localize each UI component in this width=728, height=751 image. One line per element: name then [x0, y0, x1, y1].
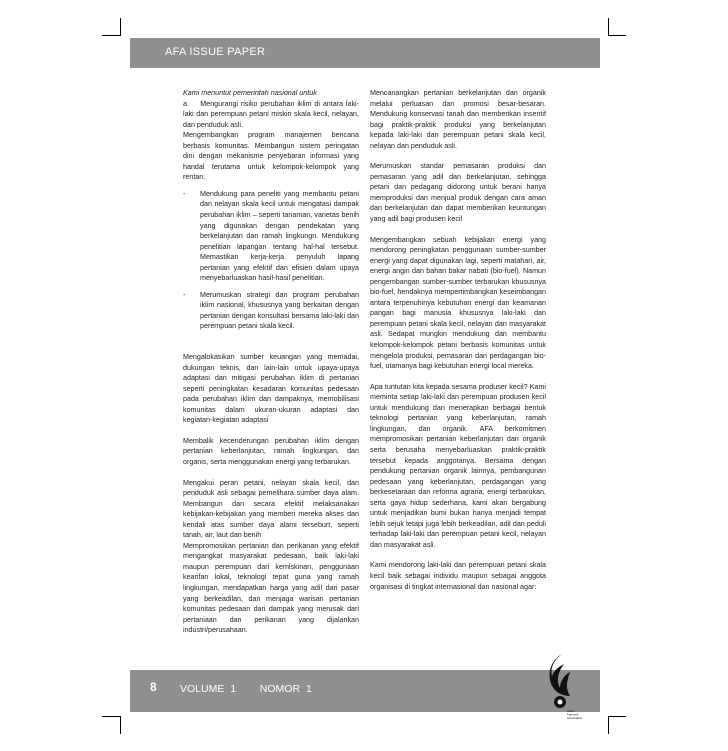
crop-mark: [608, 18, 609, 36]
right-column: [370, 88, 546, 592]
paragraph: Mencanangkan pertanian berkelanjutan dan organik melalui perluasan dan promosi besar-besaran. Mendukung konservasi tanah dan memberikan insentif bagi praktik-praktik produksi yang berkelanjutan kepada laki-laki dan perempuan petani skala kecil, nelayan dan penduduk asli.: [370, 89, 546, 150]
paragraph: Mengembangkan program manajemen bencana berbasis komunitas. Membangun sistem peringatan dini dengan mekanisme penyebaran informasi yang handal terutama untuk kelompok-kelompok yang rentan.: [183, 131, 359, 182]
volume-label: [180, 683, 312, 695]
crop-mark: [608, 716, 609, 734]
paragraph: Mengalokasikan sumber keuangan yang memadai, dukungan teknis, dan lain-lain untuk upaya-upaya adaptasi dan mitigasi perubahan iklim di pertanian seperti peningkatan kesadaran komunitas pedesaan pada perubahan iklim dan dampaknya, memobilisasi komunitas dalam ukuran-ukuran adaptasi dan kegiatan-kegiatan adaptasi: [183, 353, 359, 425]
crop-mark: [608, 716, 626, 717]
paragraph: Mengembangkan sebuah kebijakan energi yang mendorong peningkatan penggunaan sumber-sumber energi yang dapat digunakan lagi, seperti matahari, air, energi angin dan bahan bakar nabati (bio-fuel). Namun pengembangan sumber-sumber terbarukan khususnya bio-fuel, hendaknya mempertimbangkan keseimbangan antara terpenuhinya kebutuhan energi dan keamanan pangan bagi manusia khususnya laki-laki dan perempuan petani skala kecil, nelayan dan masyarakat asli. Sedapat mungkin mendukung dan membantu kelompok-kelompok petani berbasis komunitas untuk mengelola produksi, pemasaran dan perdagangan bio-fuel, utamanya bagi kebutuhan energi local mereka.: [370, 235, 546, 371]
volume-text: VOLUME 1: [180, 683, 237, 695]
left-column: [183, 88, 359, 636]
bullet-text: Merumuskan strategi dan program perubahan iklim nasional, khususnya yang berkaitan dengan pertanian dengan konsultasi bersama laki-laki dan perempuan petani skala kecil.: [200, 290, 359, 331]
svg-text:Asian: Asian: [567, 709, 575, 713]
nomor-text: NOMOR 1: [259, 683, 312, 695]
crop-mark: [608, 35, 626, 36]
crop-mark: [102, 716, 120, 717]
paragraph: Mengakui peran petani, nelayan skala kecil, dan penduduk asli sebagai pemelihara sumber daya alam. Membangun dan secara efektif melaksanakan kebijakan-kebijakan yang memberi mereka akses dan kendali atas sumber daya alami terseburt, seperti tanah, air, laut dan benih: [183, 478, 359, 540]
paragraph: Mempromosikan pertanian dan perikanan yang efektif mengangkat masyarakat pedesaan, baik laki-laki maupun perempuan dari kemiskinan, penggunaan kearifan lokal, teknologi tepat guna yang ramah lingkungan, mendapatkan harga yang adil dari pasar yang berkeadilan, dan menjaga warisan pertanian komunitas pedesaan dari dampak yang merusak dari pertaniaan dan perikanan yang dijalankan industri/perusahaan.: [183, 541, 359, 635]
item-a: a. Mengurangi risiko perubahan iklim di antara laki-laki dan perempuan petani miskin skala kecil, nelayan, dan penduduk asli.: [183, 99, 359, 129]
paragraph: Kami mendorong laki-laki dan perempuan petani skala kecil baik sebagai individu maupun sebagai anggota organisasi di tingkat internasional dan nasional agar:: [370, 561, 546, 591]
crop-mark: [120, 18, 121, 36]
intro-italic: Kami menuntut pemerintah nasional untuk: [183, 89, 317, 97]
bullet-dash: -: [183, 290, 186, 299]
paragraph: Merumuskan standar pemasaran produksi dan pemasaran yang adil dan berkelanjutan, sehingga petani dan pedagang didorong untuk berani hanya memproduksi dan menjual produk dengan cara aman dan berkelanjutan dan dapat memberikan keuntungan yang adil bagi produsen kecil: [370, 162, 546, 224]
crop-mark: [120, 716, 121, 734]
crop-mark: [102, 35, 120, 36]
afa-logo-icon: [540, 650, 583, 720]
bullet-dash: -: [183, 189, 186, 198]
paragraph: Membalik kecenderungan perubahan iklim dengan pertanian keberlanjutan, ramah lingkungan, dan organis, serta menggunakan energi yang terbarukan.: [183, 436, 359, 466]
paragraph: Apa tuntutan kita kepada sesama produser kecil? Kami meminta setiap laki-laki dan perempuan produsen kecil untuk mendukung dan menerapkan berbagai bentuk teknologi pertanian yang keberlanjutan, ramah lingkungan, dan organik. AFA berkomitmen mempromosikan pertanian keberlanjutan dan organik serta berusaha menyebarluaskan praktik-praktik tersebut kepada anggotanya. Bersama dengan pendukung pertanian organik lainnya, pembangunan pedesaan yang keberlanjutan, perdagangan yang berkesetaraan dan reforma agraria, energi terbarukan, serta gaya hidup sederhana, kami akan bergabung untuk menjadikan bumi bukan hanya menjadi tempat lebih sejuk tetapi juga lebih berkeadilan, adil dan peduli terhadap laki-laki dan perempuan petani kecil, nelayan dan masyarakat asli.: [370, 382, 546, 549]
page-number: 8: [150, 680, 157, 694]
bullet-text: Mendukung para peneliti yang membantu petani dan nelayan skala kecil untuk mengatasi dampak perubahan iklim – seperti tanaman, varietas benih yang digunakan dengan pendekatan yang berkelanjutan dan ramah lingkungn. Mendukung penelitian lapangan tentang hal-hal tersebut. Memastikan kerja-kerja penyuluh lapang pertanian yang efektif dan efisien dalam upaya menyebarluaskan hasil-hasil penelitian.: [200, 189, 359, 283]
svg-text:Farmers': Farmers': [567, 712, 579, 717]
bullet-item: [183, 290, 359, 332]
bullet-item: [183, 189, 359, 284]
svg-text:Association: Association: [567, 716, 583, 720]
header-title: AFA ISSUE PAPER: [165, 46, 266, 58]
